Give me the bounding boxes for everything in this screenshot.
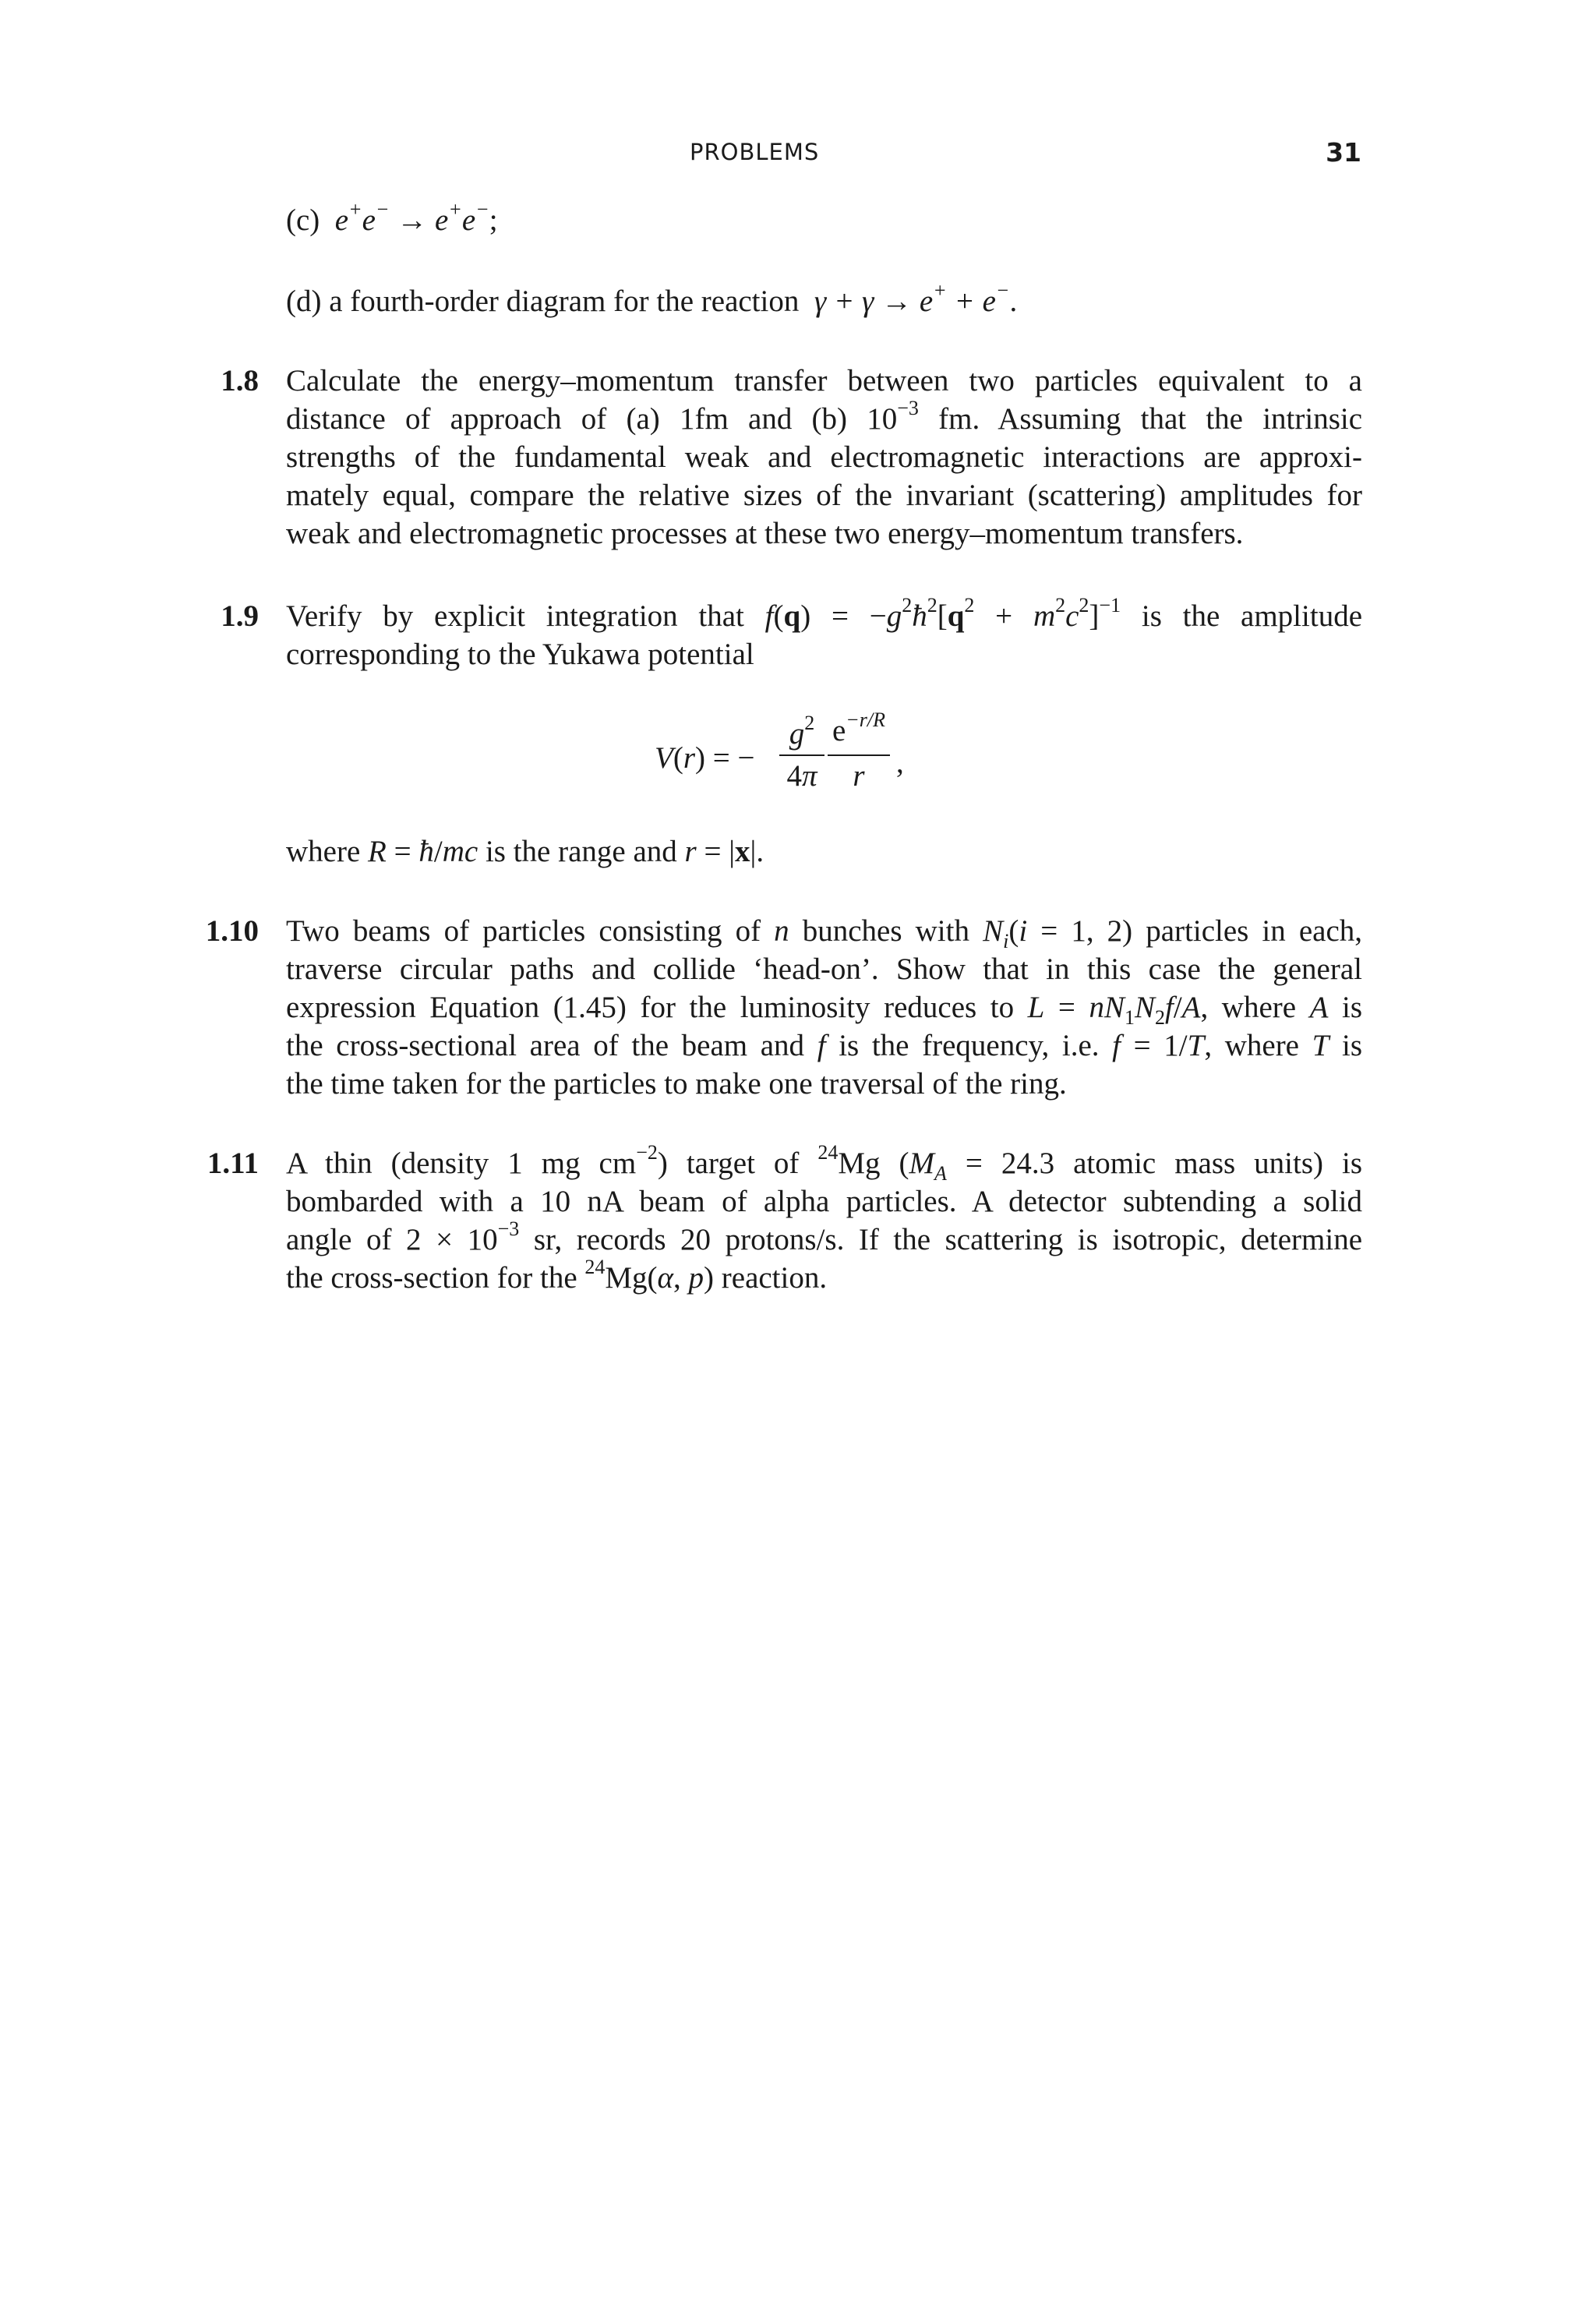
problem-line: distance of approach of (a) 1fm and (b) $10^{-3}$ fm. Assuming that the intrinsic bbox=[286, 397, 1363, 436]
problem-number: 1.8 bbox=[221, 364, 259, 398]
problem-line: traverse circular paths and collide ‘head-on’. Show that in this case the general bbox=[286, 952, 1362, 986]
problem-1-8 bbox=[184, 362, 1362, 557]
problem-body bbox=[286, 594, 1363, 673]
problem-line: A thin (density 1 mg $cm^{-2}$) target of $^{24}$Mg ($M_A = 24.3$ atomic mass units) is bbox=[286, 1141, 1363, 1185]
item-d: (d) a fourth-order diagram for the reaction γ + γ → e+ + e−. bbox=[286, 279, 1018, 318]
problem-line: the cross-sectional area of the beam and f is the frequency, i.e. f = 1/T, where T is bbox=[286, 1029, 1362, 1062]
problem-line: Two beams of particles consisting of n bunches with $N_i(i = 1$, 2) particles in each, bbox=[286, 914, 1363, 952]
problem-body bbox=[286, 912, 1362, 1103]
problem-line: mately equal, compare the relative sizes of the invariant (scattering) amplitudes for bbox=[286, 479, 1362, 512]
yukawa-where-line: where R = ħ/mc is the range and r = |x|. bbox=[286, 835, 764, 868]
problem-body bbox=[286, 362, 1362, 553]
problem-line: Calculate the energy–momentum transfer between two particles equivalent to a bbox=[286, 364, 1362, 398]
running-title: PROBLEMS bbox=[690, 139, 820, 165]
item-d-formula: γ + γ → e+ + e− bbox=[807, 279, 1010, 318]
item-c-formula: e+e− → e+e− bbox=[327, 198, 489, 237]
problem-number: 1.9 bbox=[221, 599, 259, 633]
item-c: (c) e+e− → e+e−; bbox=[286, 198, 498, 237]
problem-line: weak and electromagnetic processes at these two energy–momentum transfers. bbox=[286, 517, 1244, 550]
problem-line: the cross-section for the $^{24}$Mg(α, p) reaction. bbox=[286, 1256, 828, 1295]
problem-line: expression Equation (1.45) for the luminosity reduces to $L = nN_1N_2f/A$, where A is bbox=[286, 991, 1363, 1029]
problem-body bbox=[286, 1141, 1363, 1297]
problem-line: corresponding to the Yukawa potential bbox=[286, 638, 754, 671]
problem-1-10 bbox=[184, 912, 1362, 1107]
problem-line: strengths of the fundamental weak and electromagnetic interactions are approxi- bbox=[286, 440, 1362, 474]
problem-number: 1.11 bbox=[207, 1147, 259, 1180]
problem-line: Verify by explicit integration that $f(q) = -g^2ħ^2[q^2 + m^2c^2]^{-1}$ is the amplitude bbox=[286, 594, 1363, 633]
problem-line: the time taken for the particles to make one traversal of the ring. bbox=[286, 1067, 1067, 1101]
item-c-label: (c) bbox=[286, 203, 320, 237]
problem-number: 1.10 bbox=[205, 914, 259, 948]
yukawa-equation: V(r) = − $g^2$ 4π $e^{-r/R}$ r , bbox=[655, 708, 904, 793]
item-d-text: (d) a fourth-order diagram for the reaction bbox=[286, 284, 800, 318]
running-head bbox=[0, 139, 1596, 173]
problem-1-11 bbox=[184, 1141, 1363, 1316]
problem-line: bombarded with a 10 nA beam of alpha particles. A detector subtending a solid bbox=[286, 1185, 1362, 1218]
page-number: 31 bbox=[1326, 137, 1361, 168]
problem-line: angle of $2 \times 10^{-3}$ sr, records 20 protons/s. If the scattering is isotropic, determine bbox=[286, 1217, 1363, 1256]
